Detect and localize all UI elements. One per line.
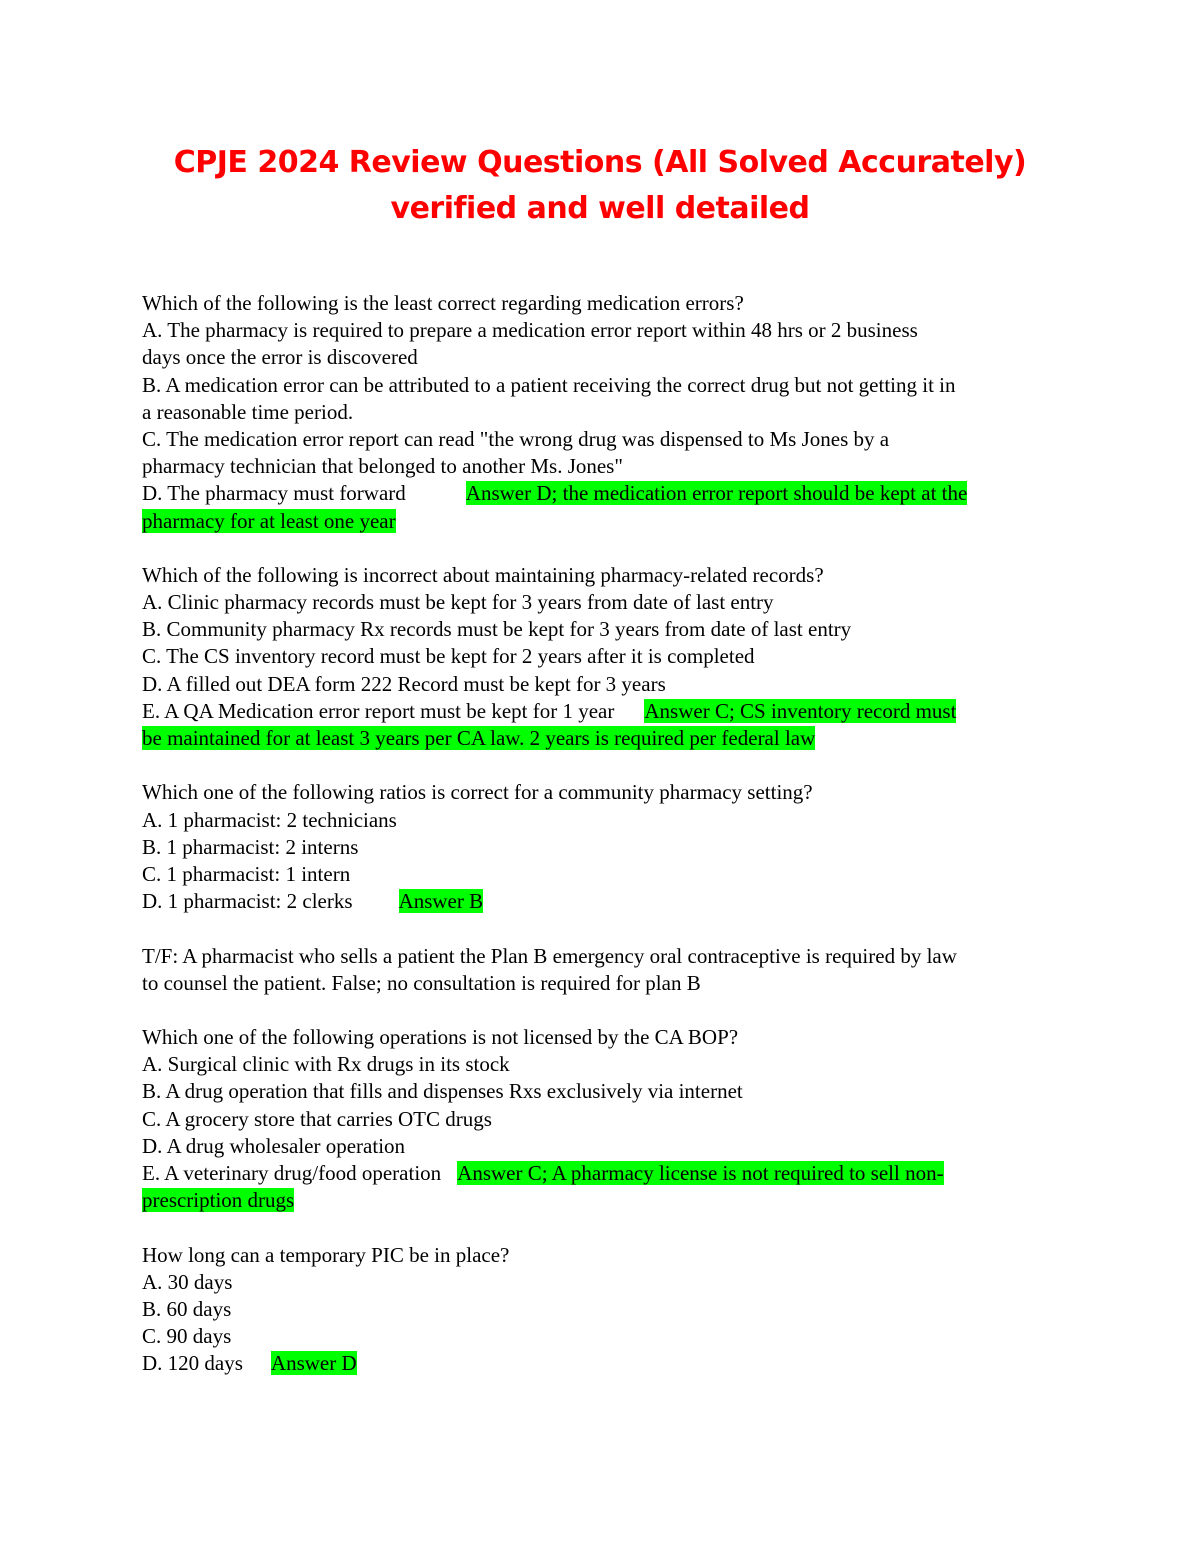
document-title [0, 140, 1200, 232]
option-a-cont: days once the error is discovered [142, 345, 418, 370]
option-b-cont: a reasonable time period. [142, 399, 354, 424]
question-block-6 [142, 1242, 1058, 1378]
question-block-2 [142, 562, 1058, 752]
option-b: B. A medication error can be attributed to a patient receiving the correct drug but not getting it in [142, 372, 956, 397]
answer-cont-row [142, 725, 1058, 752]
option-c-cont: pharmacy technician that belonged to another Ms. Jones" [142, 454, 623, 479]
option-d: D. A filled out DEA form 222 Record must be kept for 3 years [142, 671, 666, 696]
document-body [142, 290, 1058, 1378]
option-c: C. The CS inventory record must be kept for 2 years after it is completed [142, 644, 755, 669]
option-c: C. The medication error report can read "the wrong drug was dispensed to Ms Jones by a [142, 426, 890, 451]
option-d: D. A drug wholesaler operation [142, 1133, 406, 1158]
answer-highlight: Answer C; CS inventory record must [644, 698, 957, 723]
question-block-1 [142, 290, 1058, 535]
option-c: C. A grocery store that carries OTC drugs [142, 1106, 492, 1131]
option-b: B. A drug operation that fills and dispenses Rxs exclusively via internet [142, 1079, 743, 1104]
question-block-3 [142, 779, 1058, 915]
question-stem: Which one of the following operations is not licensed by the CA BOP? [142, 1025, 739, 1050]
option-d-row [142, 480, 1058, 507]
option-b: B. Community pharmacy Rx records must be kept for 3 years from date of last entry [142, 617, 852, 642]
answer-cont-row [142, 1187, 1058, 1214]
paragraph-gap [142, 915, 1058, 942]
option-b: B. 60 days [142, 1296, 232, 1321]
tf-statement: T/F: A pharmacist who sells a patient the Plan B emergency oral contraceptive is required by law [142, 943, 957, 968]
question-stem: Which of the following is incorrect about maintaining pharmacy-related records? [142, 562, 824, 587]
option-a: A. The pharmacy is required to prepare a medication error report within 48 hrs or 2 business [142, 318, 918, 343]
option-c: C. 1 pharmacist: 1 intern [142, 861, 351, 886]
question-stem: Which of the following is the least correct regarding medication errors? [142, 291, 744, 315]
answer-highlight-cont: prescription drugs [142, 1188, 295, 1213]
answer-highlight: Answer B [398, 889, 484, 914]
tf-statement-cont: to counsel the patient. False; no consultation is required for plan B [142, 970, 701, 995]
paragraph-gap [142, 1214, 1058, 1241]
option-e-row [142, 698, 1058, 725]
answer-highlight: Answer C; A pharmacy license is not required to sell non- [457, 1161, 944, 1185]
true-false-block [142, 943, 1058, 997]
option-e: E. A veterinary drug/food operation [142, 1161, 442, 1185]
answer-highlight: Answer D [270, 1351, 357, 1376]
option-d: D. 1 pharmacist: 2 clerks [142, 889, 353, 914]
question-block-5 [142, 1024, 1058, 1214]
question-stem: How long can a temporary PIC be in place? [142, 1242, 510, 1267]
paragraph-gap [142, 752, 1058, 779]
option-d: D. 120 days [142, 1351, 243, 1376]
option-b: B. 1 pharmacist: 2 interns [142, 834, 359, 859]
option-c: C. 90 days [142, 1324, 232, 1349]
answer-highlight-cont: be maintained for at least 3 years per CA law. 2 years is required per federal law [142, 726, 816, 750]
option-d-row [142, 1350, 1058, 1377]
paragraph-gap [142, 535, 1058, 562]
option-d-row [142, 888, 1058, 915]
option-a: A. 30 days [142, 1269, 233, 1294]
option-a: A. Clinic pharmacy records must be kept for 3 years from date of last entry [142, 590, 774, 615]
option-e: E. A QA Medication error report must be kept for 1 year [142, 698, 615, 723]
title-line-2: verified and well detailed [390, 191, 810, 226]
option-e-row [142, 1160, 1058, 1187]
option-a: A. Surgical clinic with Rx drugs in its stock [142, 1052, 510, 1077]
answer-highlight-cont: pharmacy for at least one year [142, 508, 396, 533]
answer-cont-row [142, 508, 1058, 535]
option-a: A. 1 pharmacist: 2 technicians [142, 807, 397, 832]
title-line-1: CPJE 2024 Review Questions (All Solved Accurately) [173, 145, 1027, 180]
answer-highlight: Answer D; the medication error report should be kept at the [465, 481, 968, 506]
paragraph-gap [142, 997, 1058, 1024]
option-d: D. The pharmacy must forward [142, 481, 406, 506]
question-stem: Which one of the following ratios is correct for a community pharmacy setting? [142, 780, 813, 805]
